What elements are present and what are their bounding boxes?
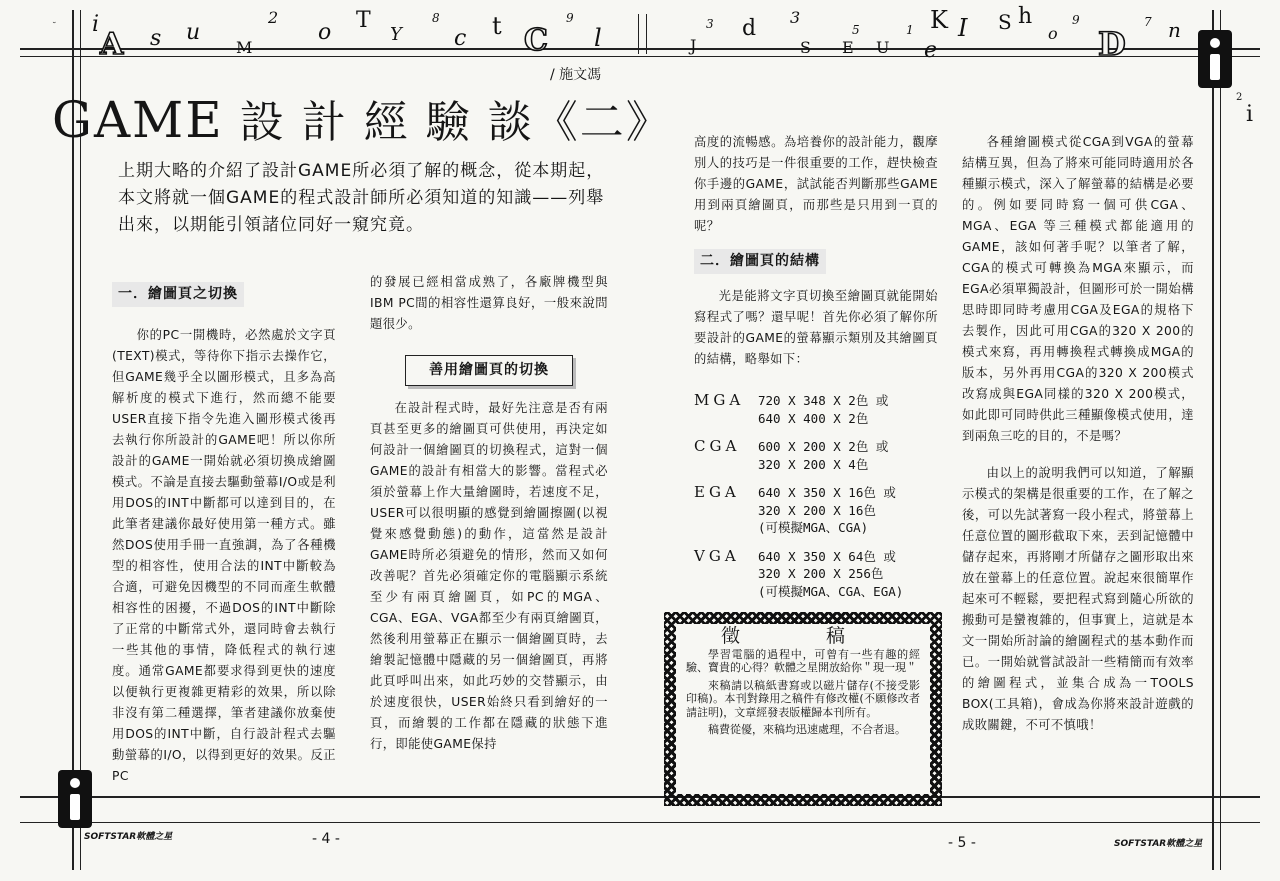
mode-row	[694, 392, 944, 427]
body-paragraph: 各種繪圖模式從CGA到VGA的螢幕結構互異，但為了將來可能同時適用於各種顯示模式，深入了解螢幕的結構是必要的。例如要同時寫一個可供CGA、MGA、EGA 等三種模式都能適用的GAME，該如何著手呢？以筆者了解，CGA的模式可轉換為MGA來顯示，而EGA必須單獨設計，但圖形可於一開始構思時即同時考慮用CGA及EGA的規格下去製作，因此可用CGA的320 X 200的模式來寫，再用轉換程式轉換成MGA的版本，另外再用CGA的320 X 200模式改寫成與EGA同樣的320 X 200模式，如此即可同時供此三種顯像模式使用，達到兩魚三吃的目的，不是嗎？	[962, 135, 1194, 443]
mode-name: EGA	[694, 483, 740, 501]
i-logo-icon	[1198, 30, 1232, 88]
center-fold-mark	[638, 14, 639, 54]
header-letter: M	[236, 38, 253, 57]
title-chinese: 設 計 經 驗 談《二》	[239, 97, 672, 148]
header-letter: d	[742, 16, 757, 41]
header-digit: 3	[706, 17, 714, 31]
body-paragraph: 你的PC一開機時，必然處於文字頁(TEXT)模式，等待你下指示去操作它，但GAME幾乎全以圖形模式，且多為高解析度的模式下進行，然而總不能要USER直接下指令先進入圖形模式後再去執行你所設計的GAME吧！所以你所設計的GAME一開始就必須切換成繪圖模式。不論是直接去驅動螢幕I/O或是利用DOS的INT中斷都可以達到目的，在此筆者建議你最好使用第一種方式。雖然DOS使用手冊一直強調，為了各種機型的相容性，使用合法的INT中斷較為合適，可避免因機型的不同而產生軟體相容性的困擾，不過DOS的INT中斷除了正常的中斷常式外，還同時會去執行一些其他的事情，降低程式的執行速度。通常GAME都要求得到更快的速度以便執行更複雜更精彩的效果，所以除非沒有第二種選擇，筆者建議你放棄使用DOS的INT中斷，自行設計程式去驅動螢幕的I/O，以得到更好的效果。反正PC	[112, 328, 336, 783]
body-paragraph: 在設計程式時，最好先注意是否有兩頁甚至更多的繪圖頁可供使用，再決定如何設計一個繪圖頁的切換程式，這對一個GAME的設計有相當大的影響。當程式必須於螢幕上作大量繪圖時，若速度不足，USER可以很明顯的感覺到繪圖擦圖(以視覺來感覺動態)的動作，這當然是設計GAME時所必須避免的情形，然而又如何改善呢？首先必須確定你的電腦顯示系統至少有兩頁繪圖頁，如PC的MGA、CGA、EGA、VGA都至少有兩頁繪圖頁，然後利用螢幕正在顯示一個繪圖頁時，去繪製記憶體中隱藏的另一個繪圖頁，再將此頁呼叫出來，如此巧妙的交替顯示，由於速度很快，USER始終只看到繪好的一頁，而繪製的工作都在隱藏的狀態下進行，即能使GAME保持	[370, 401, 608, 751]
mode-name: VGA	[694, 546, 740, 565]
intro-line: 上期大略的介紹了設計GAME所必須了解的概念，從本期起，	[118, 161, 605, 181]
header-digit: 9	[1072, 13, 1080, 27]
intro-line: 出來，以期能引領諸位同好一窺究竟。	[118, 215, 424, 235]
mode-spec: 600 X 200 X 2色 或	[758, 439, 889, 454]
header-letter: h	[1018, 4, 1033, 29]
column-4	[962, 132, 1194, 736]
mode-spec: (可模擬MGA、CGA)	[758, 520, 869, 535]
mode-row	[694, 548, 944, 601]
column-2	[370, 272, 608, 755]
footer-rule-top	[20, 796, 1260, 798]
mode-spec: 720 X 348 X 2色 或	[758, 393, 889, 408]
header-digit: 5	[852, 23, 860, 37]
right-margin-rule-2	[1220, 10, 1221, 870]
intro-line: 本文將就一個GAME的程式設計師所必須知道的知識——列舉	[118, 188, 605, 208]
header-digit: 2	[268, 8, 279, 27]
header-letter: n	[1168, 18, 1181, 42]
mode-row	[694, 438, 944, 473]
header-letter-outline: D	[1098, 25, 1126, 63]
mode-spec: 320 X 200 X 256色	[758, 566, 884, 581]
i-logo-icon	[58, 770, 92, 828]
body-paragraph: 光是能將文字頁切換至繪圖頁就能開始寫程式了嗎？還早呢！首先你必須了解你所要設計的GAME的螢幕顯示類別及其繪圖頁的結構，略舉如下：	[694, 289, 938, 366]
header-digit: 9	[566, 11, 574, 25]
right-margin-rule	[1212, 10, 1214, 870]
article-title	[52, 86, 672, 150]
header-letter: u	[186, 20, 201, 45]
header-letter: o	[318, 20, 332, 45]
header-letter: i	[92, 12, 100, 37]
header-letter: U	[876, 38, 890, 57]
footer-brand-right: SOFTSTAR軟體之星	[1114, 839, 1203, 849]
mode-spec: 320 X 200 X 4色	[758, 456, 869, 472]
body-paragraph: 的發展已經相當成熟了，各廠牌機型與IBM PC間的相容性還算良好，一般來說問題很少。	[370, 275, 608, 331]
header-letter: E	[842, 38, 854, 57]
header-letter: e	[924, 38, 938, 63]
boxed-subheading: 善用繪圖頁的切換	[405, 355, 573, 386]
decorative-mark: ˘	[52, 22, 57, 32]
header-letter: Y	[390, 24, 402, 45]
mode-spec: 640 X 350 X 16色 或	[758, 485, 896, 500]
header-letter: c	[454, 26, 467, 51]
mode-name: CGA	[694, 437, 741, 455]
header-rule-top	[20, 48, 1260, 50]
section-heading: 二．繪圖頁的結構	[694, 249, 826, 274]
header-letter: T	[356, 8, 371, 33]
title-game-word: GAME	[52, 91, 224, 149]
header-digit: 7	[1144, 15, 1152, 29]
header-letter: l	[594, 24, 602, 52]
header-letter: S	[998, 10, 1012, 34]
page-number-left: - 4 -	[312, 831, 340, 847]
display-modes-list	[694, 392, 944, 611]
mode-spec: 640 X 350 X 64色 或	[758, 548, 896, 564]
header-letter-outline: A	[100, 27, 124, 62]
mode-spec: 640 X 400 X 2色	[758, 410, 869, 426]
notice-paragraph: 來稿請以稿紙書寫或以磁片儲存(不接受影印稿)。本刊對錄用之稿件有修改權(不願修改者請註明)，文章經發表版權歸本刊所有。	[686, 678, 920, 719]
mode-row	[694, 484, 944, 537]
center-fold-mark-2	[646, 14, 647, 54]
header-letter: t	[492, 12, 502, 40]
header-letter-outline: C	[524, 23, 548, 58]
header-rule-bottom	[20, 56, 1260, 57]
header-digit: 3	[790, 8, 801, 27]
mode-spec: (可模擬MGA、CGA、EGA)	[758, 583, 904, 599]
author-byline: / 施文馮	[550, 67, 602, 83]
page-number-right: - 5 -	[948, 835, 976, 851]
intro-paragraph	[118, 158, 618, 239]
header-letter: K	[930, 6, 948, 34]
footer-brand-left: SOFTSTAR軟體之星	[84, 832, 173, 842]
footer-rule-bottom	[20, 822, 1260, 823]
header-letter: o	[1048, 24, 1058, 43]
mode-spec: 320 X 200 X 16色	[758, 502, 876, 518]
body-paragraph: 由以上的說明我們可以知道，了解顯示模式的架構是很重要的工作，在了解之後，可以先試著寫一段小程式，將螢幕上任意位置的圖形截取下來，丟到記憶體中儲存起來，再將剛才所儲存之圖形取出來放在螢幕上的任意位置。說起來很簡單作起來可不輕鬆，要把程式寫到隨心所欲的搬動可是蠻複雜的，但事實上，這就是本文一開始所討論的繪圖程式的基本動作而已。一開始就嘗試設計一些精簡而有效率的繪圖程式，並集合成為一TOOLS BOX(工具箱)，會成為你將來設計遊戲的成敗關鍵，不可不慎哦！	[962, 466, 1194, 732]
section-heading: 一．繪圖頁之切換	[112, 282, 244, 307]
mode-name: MGA	[694, 391, 745, 409]
header-letter: s	[150, 26, 162, 51]
header-letter: S	[800, 38, 811, 57]
side-digit: 2	[1236, 92, 1243, 103]
call-for-submissions-box	[664, 612, 942, 806]
notice-paragraph: 學習電腦的過程中，可曾有一些有趣的經驗、寶貴的心得？軟體之星開放給你＂現一現＂	[686, 647, 920, 674]
notice-title: 徵 稿	[720, 625, 886, 647]
column-1	[112, 282, 336, 787]
body-paragraph: 高度的流暢感。為培養你的設計能力，觀摩別人的技巧是一件很重要的工作，趕快檢查你手邊的GAME，試試能否判斷那些GAME用到兩頁繪圖頁，而那些是只用到一頁的呢？	[694, 135, 938, 233]
notice-paragraph: 稿費從優，來稿均迅速處理，不合者退。	[708, 723, 906, 736]
column-3	[694, 132, 938, 370]
header-digit: 8	[432, 11, 440, 25]
header-letter: I	[958, 14, 968, 42]
header-letter: J	[690, 36, 697, 55]
side-glyph: i	[1246, 102, 1254, 127]
header-digit: 1	[906, 23, 914, 37]
